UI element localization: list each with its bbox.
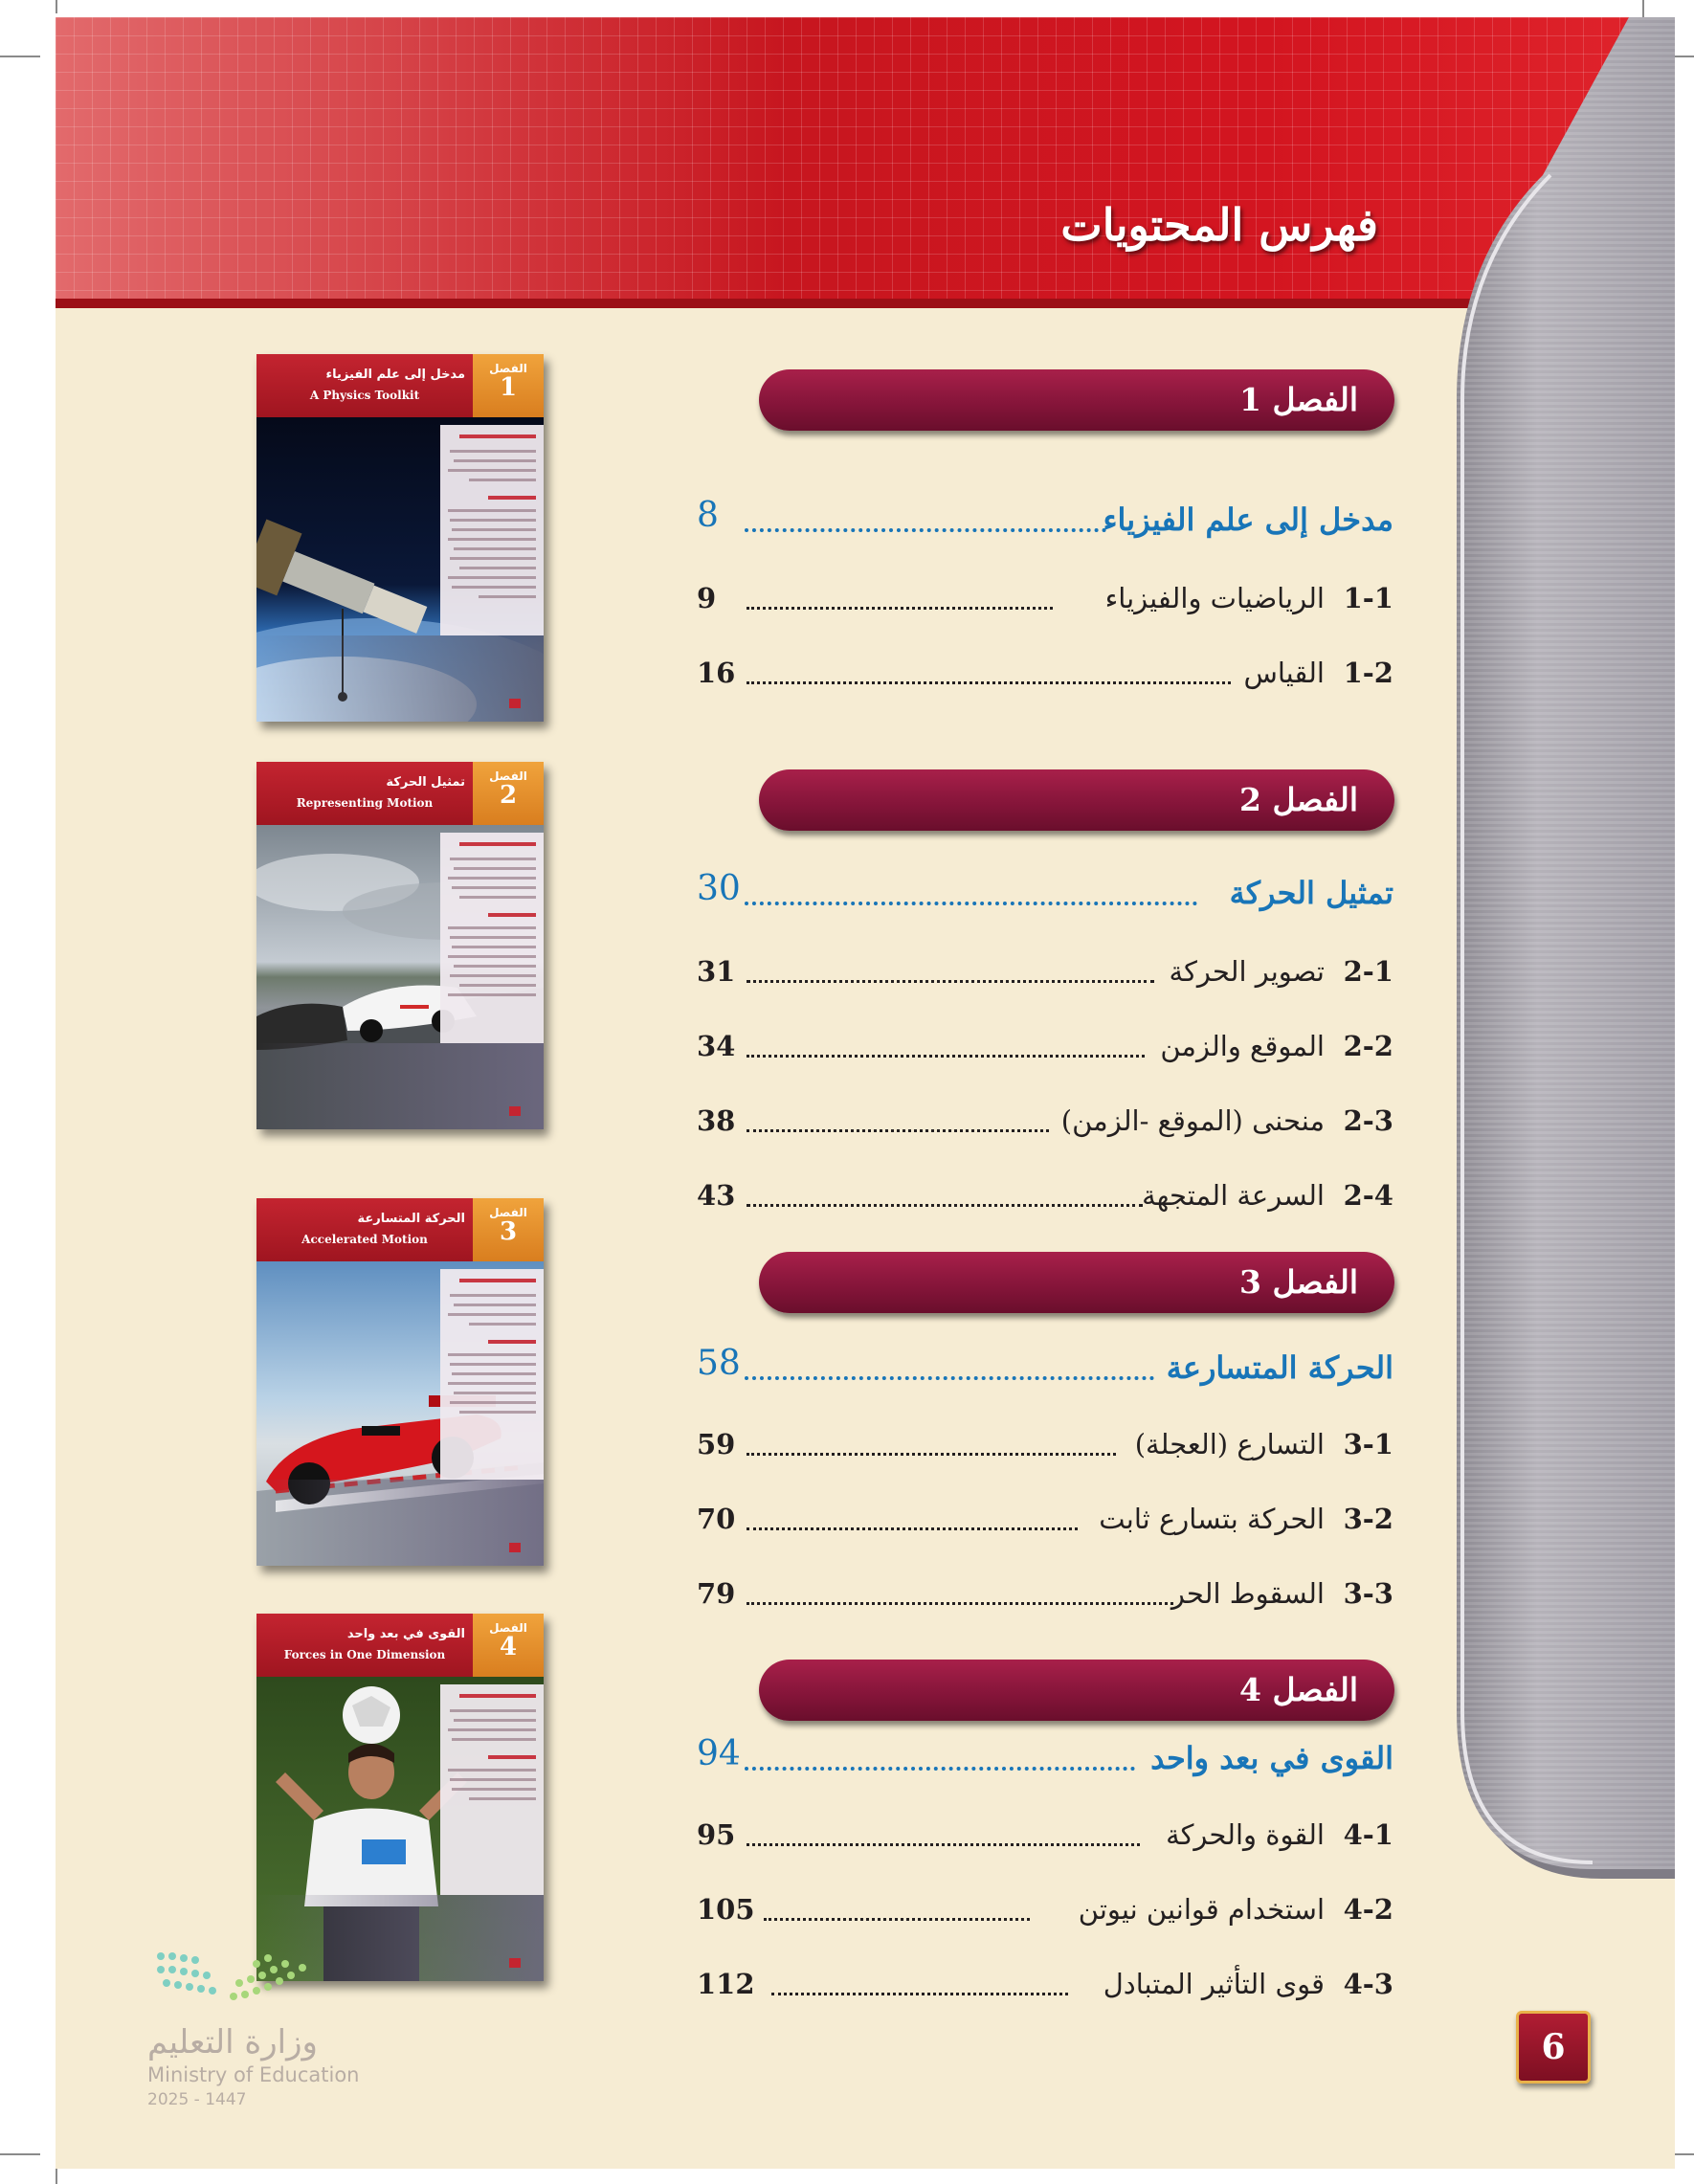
chapter-2-thumbnail bbox=[256, 762, 544, 1129]
thumbnail-chapter-number: الفصل 3 bbox=[473, 1198, 544, 1261]
chapter-title: مدخل إلى علم الفيزياء bbox=[1103, 501, 1393, 538]
leader-dots bbox=[745, 1767, 1135, 1771]
ministry-name-arabic: وزارة التعليم bbox=[147, 2023, 318, 2061]
chapter-3-banner: الفصل 3 bbox=[759, 1252, 1394, 1313]
section-number: 3-2 bbox=[1343, 1503, 1393, 1535]
thumbnail-text-panel bbox=[440, 425, 544, 635]
section-number: 4-2 bbox=[1343, 1893, 1393, 1926]
section-title: الرياضيات والفيزياء bbox=[1104, 582, 1325, 614]
toc-entry-4-3[interactable] bbox=[697, 1968, 1393, 2016]
chapter-2-title-link[interactable] bbox=[697, 869, 1393, 925]
page-number-badge: 6 bbox=[1516, 2011, 1591, 2084]
thumbnail-header: مدخل إلى علم الفيزياء A Physics Toolkit bbox=[256, 354, 473, 417]
toc-entry-2-2[interactable] bbox=[697, 1030, 1393, 1078]
crop-mark bbox=[56, 2167, 57, 2184]
leader-dots bbox=[747, 1129, 1049, 1132]
leader-dots bbox=[745, 902, 1197, 905]
section-number: 3-1 bbox=[1343, 1428, 1393, 1460]
leader-dots bbox=[747, 1055, 1145, 1058]
section-page-number: 43 bbox=[697, 1179, 736, 1212]
thumbnail-page-mark bbox=[509, 1543, 521, 1552]
section-number: 1-1 bbox=[1343, 582, 1393, 614]
leader-dots bbox=[764, 1918, 1030, 1921]
leader-dots bbox=[747, 607, 1053, 610]
chapter-2-banner: الفصل 2 bbox=[759, 769, 1394, 831]
thumbnail-text-panel bbox=[440, 833, 544, 1043]
section-page-number: 105 bbox=[697, 1893, 755, 1926]
section-title: منحنى (الموقع -الزمن) bbox=[1060, 1104, 1325, 1137]
section-number: 4-1 bbox=[1343, 1818, 1393, 1851]
chapter-3-thumbnail bbox=[256, 1198, 544, 1566]
chapter-4-banner: الفصل 4 bbox=[759, 1660, 1394, 1721]
section-title: الحركة بتسارع ثابت bbox=[1099, 1503, 1325, 1535]
leader-dots bbox=[747, 1453, 1116, 1456]
section-number: 2-1 bbox=[1343, 955, 1393, 988]
chapter-4-title-link[interactable] bbox=[697, 1734, 1393, 1790]
crop-mark bbox=[56, 0, 57, 13]
thumbnail-header: القوى في بعد واحد Forces in One Dimension bbox=[256, 1614, 473, 1677]
section-page-number: 112 bbox=[697, 1968, 755, 2000]
chapter-3-title-link[interactable] bbox=[697, 1344, 1393, 1399]
crop-mark bbox=[0, 2153, 40, 2155]
section-page-number: 70 bbox=[697, 1503, 736, 1535]
toc-entry-4-1[interactable] bbox=[697, 1818, 1393, 1866]
leader-dots bbox=[747, 1843, 1140, 1846]
thumbnail-text-panel bbox=[440, 1269, 544, 1480]
section-title: التسارع (العجلة) bbox=[1134, 1428, 1325, 1460]
section-title: القياس bbox=[1243, 657, 1325, 689]
section-number: 1-2 bbox=[1343, 657, 1393, 689]
thumbnail-header: الحركة المتسارعة Accelerated Motion bbox=[256, 1198, 473, 1261]
thumbnail-page-mark bbox=[509, 1958, 521, 1968]
section-number: 2-2 bbox=[1343, 1030, 1393, 1062]
leader-dots bbox=[747, 980, 1154, 983]
section-page-number: 31 bbox=[697, 955, 736, 988]
leader-dots bbox=[747, 1602, 1173, 1605]
toc-entry-3-3[interactable] bbox=[697, 1577, 1393, 1625]
thumbnail-header: تمثيل الحركة Representing Motion bbox=[256, 762, 473, 825]
thumbnail-chapter-number: الفصل 4 bbox=[473, 1614, 544, 1677]
chapter-1-title-link[interactable] bbox=[697, 496, 1393, 551]
thumbnail-page-mark bbox=[509, 699, 521, 708]
section-title: الموقع والزمن bbox=[1160, 1030, 1325, 1062]
section-title: السقوط الحر bbox=[1170, 1577, 1325, 1610]
toc-entry-2-4[interactable] bbox=[697, 1179, 1393, 1227]
edition-year: 2025 - 1447 bbox=[147, 2090, 247, 2109]
toc-entry-3-1[interactable] bbox=[697, 1428, 1393, 1476]
leader-dots bbox=[747, 1204, 1143, 1207]
chapter-1-thumbnail bbox=[256, 354, 544, 722]
thumbnail-text-panel bbox=[440, 1684, 544, 1895]
side-tab-decoration bbox=[1418, 17, 1675, 2169]
chapter-page-number: 94 bbox=[697, 1734, 741, 1773]
thumbnail-chapter-number: الفصل 1 bbox=[473, 354, 544, 417]
toc-entry-1-1[interactable] bbox=[697, 582, 1393, 630]
section-page-number: 95 bbox=[697, 1818, 736, 1851]
chapter-page-number: 30 bbox=[697, 869, 741, 908]
chapter-page-number: 58 bbox=[697, 1344, 741, 1383]
chapter-title: تمثيل الحركة bbox=[1229, 875, 1393, 911]
section-page-number: 9 bbox=[697, 582, 717, 614]
section-page-number: 34 bbox=[697, 1030, 736, 1062]
chapter-title: القوى في بعد واحد bbox=[1150, 1740, 1393, 1776]
section-page-number: 59 bbox=[697, 1428, 736, 1460]
section-title: قوى التأثير المتبادل bbox=[1103, 1968, 1325, 2000]
toc-page bbox=[56, 17, 1675, 2169]
section-number: 3-3 bbox=[1343, 1577, 1393, 1610]
leader-dots bbox=[771, 1993, 1068, 1995]
section-title: استخدام قوانين نيوتن bbox=[1078, 1893, 1325, 1926]
section-title: السرعة المتجهة bbox=[1142, 1179, 1325, 1212]
toc-entry-1-2[interactable] bbox=[697, 657, 1393, 704]
section-title: القوة والحركة bbox=[1166, 1818, 1325, 1851]
crop-mark bbox=[0, 56, 40, 57]
thumbnail-chapter-number: الفصل 2 bbox=[473, 762, 544, 825]
section-number: 2-4 bbox=[1343, 1179, 1393, 1212]
toc-entry-2-1[interactable] bbox=[697, 955, 1393, 1003]
section-title: تصوير الحركة bbox=[1169, 955, 1325, 988]
section-page-number: 79 bbox=[697, 1577, 736, 1610]
leader-dots bbox=[747, 681, 1231, 684]
chapter-title: الحركة المتسارعة bbox=[1166, 1349, 1393, 1386]
section-page-number: 38 bbox=[697, 1104, 736, 1137]
toc-entry-4-2[interactable] bbox=[697, 1893, 1393, 1941]
chapter-1-banner: الفصل 1 bbox=[759, 369, 1394, 431]
section-page-number: 16 bbox=[697, 657, 736, 689]
thumbnail-page-mark bbox=[509, 1106, 521, 1116]
page-title: فهرس المحتويات bbox=[1060, 199, 1378, 251]
ministry-name-english: Ministry of Education bbox=[147, 2063, 360, 2086]
section-number: 4-3 bbox=[1343, 1968, 1393, 2000]
toc-entry-3-2[interactable] bbox=[697, 1503, 1393, 1550]
leader-dots bbox=[747, 1527, 1078, 1530]
leader-dots bbox=[745, 1376, 1154, 1380]
chapter-page-number: 8 bbox=[697, 496, 719, 535]
chapter-4-thumbnail bbox=[256, 1614, 544, 1981]
leader-dots bbox=[745, 528, 1106, 532]
toc-entry-2-3[interactable] bbox=[697, 1104, 1393, 1152]
section-number: 2-3 bbox=[1343, 1104, 1393, 1137]
